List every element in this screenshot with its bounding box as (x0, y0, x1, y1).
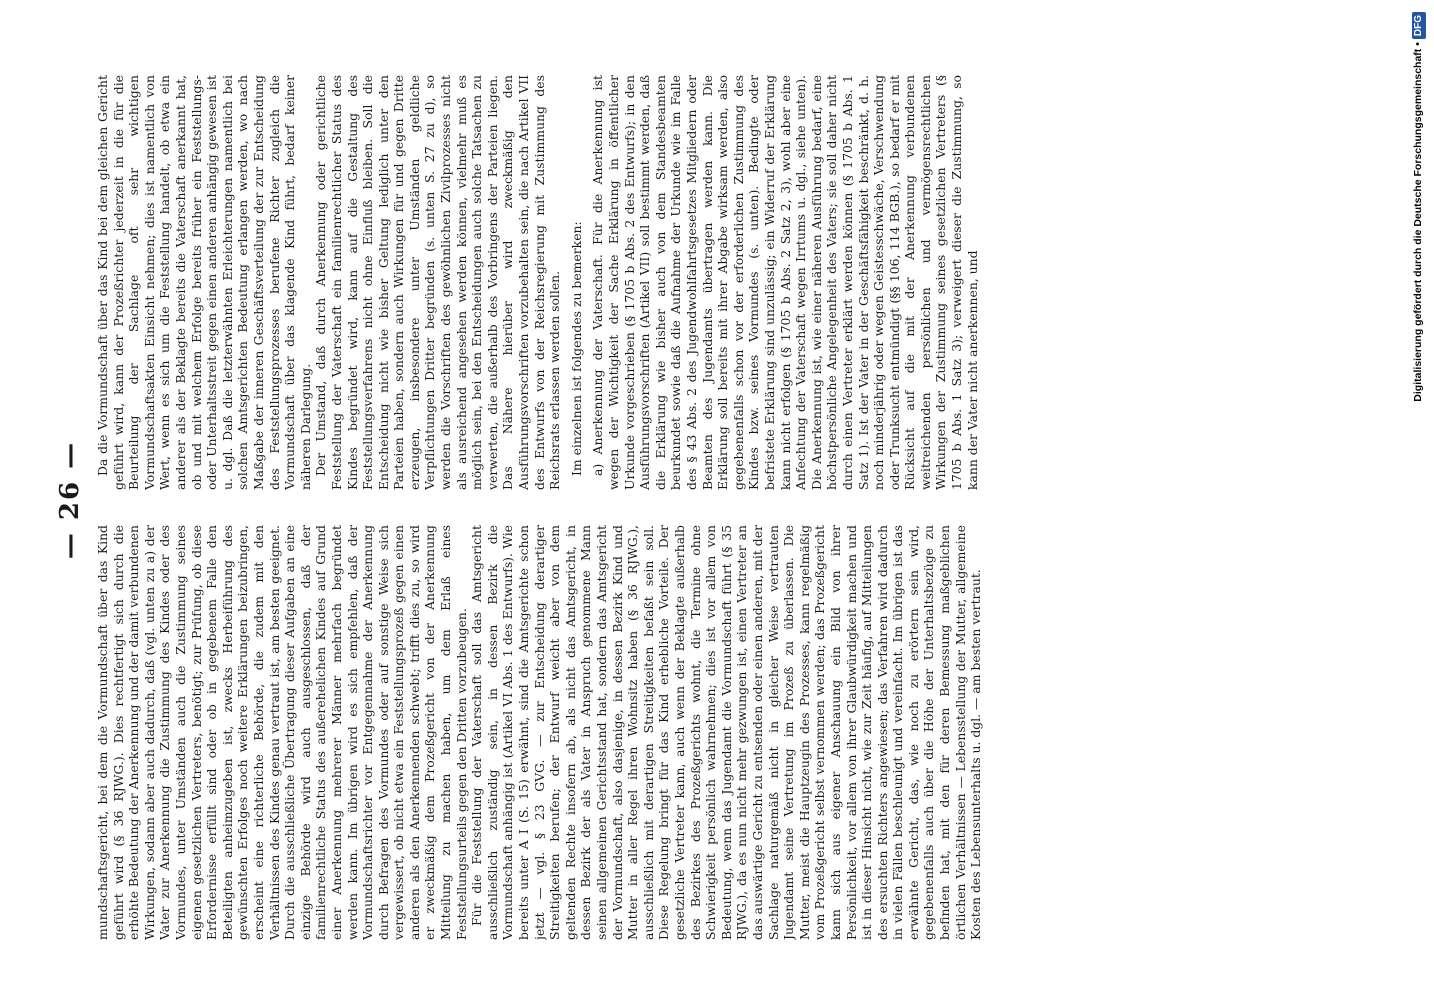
right-text-column (95, 75, 1280, 490)
right-paragraph-1: Da die Vormundschaft über das Kind bei dem gleichen Gericht geführt wird, kann der Prozeßrichter jederzeit in die für die Beurteilung der Sachlage oft sehr wichtigen Vormundschaftsakten Einsicht nehmen; dies ist namentlich von Wert, wenn es sich um die Feststellung handelt, ob etwa ein anderer als der Beklagte bereits die Vaterschaft anerkannt hat, ob und mit welchem Erfolge bereits früher ein Feststellungs- oder Unterhaltsstreit gegen einen anderen anhängig gewesen ist u. dgl. Daß die letzterwähnten Erleichterungen namentlich bei solchen Amtsgerichten Bedeutung erlangen werden, wo nach Maßgabe der inneren Geschäftsverteilung der zur Entscheidung des Feststellungsprozesses berufene Richter zugleich die Vormundschaft über das klagende Kind führt, bedarf keiner näheren Darlegung. (95, 75, 313, 490)
digitization-sidebar (1404, 0, 1432, 1000)
left-text-column (95, 525, 1280, 940)
dfg-logo: DFG (1412, 12, 1426, 39)
left-paragraph-1: mundschaftsgericht, bei dem die Vormundschaft über das Kind geführt wird (§ 36 RJWG.). Dies rechtfertigt sich durch die erhöhte Bedeutung der Anerkennung und der damit verbundenen Wirkungen, sodann aber auch dadurch, daß (vgl. unten zu a) der Vater zur Anerkennung die Zustimmung des Kindes oder des Vormundes, unter Umständen auch die Zustimmung seines eigenen gesetzlichen Vertreters, benötigt; zur Prüfung, ob diese Erfordernisse erfüllt sind oder ob in gegebenem Falle den Beteiligten anheimzugeben ist, zwecks Herbeiführung des gewünschten Erfolges noch weitere Erklärungen beizubringen, erscheint eine richterliche Behörde, die zudem mit den Verhältnissen des Kindes genau vertraut ist, am besten geeignet. Durch die ausschließliche Übertragung dieser Aufgaben an eine einzige Behörde wird auch ausgeschlossen, daß der familienrechtliche Status des außerehelichen Kindes auf Grund einer Anerkennung mehrerer Männer mehrfach begründet werden kann. Im übrigen wird es sich empfehlen, daß der Vormundschaftsrichter vor Entgegennahme der Anerkennung durch Befragen des Vormundes oder auf sonstige Weise sich vergewissert, ob nicht etwa ein Feststellungsprozeß gegen einen anderen als den Anerkennenden schwebt; trifft dies zu, so wird er zweckmäßig dem Prozeßgericht von der Anerkennung Mitteilung zu machen haben, um dem Erlaß eines Feststellungsurteils gegen den Dritten vorzubeugen. (95, 525, 469, 940)
page-number: — 26 — (55, 440, 85, 560)
sidebar-credit-text: Digitalisierung gefördert durch die Deutsche Forschungsgemeinschaft • (1412, 42, 1424, 402)
right-paragraph-3: Im einzelnen ist folgendes zu bemerken: (568, 221, 584, 476)
right-paragraph-2: Der Umstand, daß durch Anerkennung oder gerichtliche Feststellung der Vaterschaft ein familienrechtlicher Status des Kindes begründet wird, kann auf die Gestaltung des Feststellungsverfahrens nicht ohne Einfluß bleiben. Soll die Entscheidung nicht wie bisher Geltung lediglich unter den Parteien haben, sondern auch Wirkungen für und gegen Dritte erzeugen, insbesondere unter Umständen geldliche Verpflichtungen Dritter begründen (s. unten S. 27 zu d), so werden die Vorschriften des gewöhnlichen Zivilprozesses nicht als ausreichend angesehen werden können, vielmehr muß es möglich sein, bei den Entscheidungen auch solche Tatsachen zu verwerten, die außerhalb des Vorbringens der Parteien liegen. Das Nähere hierüber wird zweckmäßig den Ausführungsvorschriften vorzubehalten sein, die nach Artikel VII des Entwurfs von der Reichsregierung mit Zustimmung des Reichsrats erlassen werden sollen. (313, 75, 563, 490)
sidebar-credit (1411, 0, 1434, 1000)
right-paragraph-4: a) Anerkennung der Vaterschaft. Für die Anerkennung ist wegen der Wichtigkeit der Sache Erklärung in öffentlicher Urkunde vorgeschrieben (§ 1705 b Abs. 2 des Entwurfs); in den Ausführungsvorschriften (Artikel VII) soll bestimmt werden, daß die Erklärung wie bisher auch von dem Standesbeamten beurkundet sowie daß die Aufnahme der Urkunde wie im Falle des § 43 Abs. 2 des Jugendwohlfahrtsgesetzes Mitgliedern oder Beamten des Jugendamts übertragen werden kann. Die Erklärung soll bereits mit ihrer Abgabe wirksam werden, also gegebenenfalls schon vor der erforderlichen Zustimmung des Kindes bzw. seines Vormundes (s. unten). Bedingte oder befristete Erklärung sind unzulässig; ein Widerruf der Erklärung kann nicht erfolgen (§ 1705 b Abs. 2 Satz 2, 3), wohl aber eine Anfechtung der Vaterschaft wegen Irrtums u. dgl., siehe unten). Die Anerkennung ist, wie einer näheren Ausführung bedarf, eine höchstpersönliche Angelegenheit des Vaters; sie soll daher nicht durch einen Vertreter erklärt werden können (§ 1705 b Abs. 1 Satz 1). Ist der Vater in der Geschäftsfähigkeit beschränkt, d. h. noch minderjährig oder wegen Geistesschwäche, Verschwendung oder Trunksucht entmündigt (§§ 106, 114 BGB.), so bedarf er mit Rücksicht auf die mit der Anerkennung verbundenen weitreichenden persönlichen und vermögensrechtlichen Wirkungen der Zustimmung seines gesetzlichen Vertreters (§ 1705 b Abs. 1 Satz 3); verweigert dieser die Zustimmung, so kann der Vater nicht anerkennen, und (590, 75, 980, 490)
left-paragraph-2: Für die Feststellung der Vaterschaft soll das Amtsgericht ausschließlich zuständig sein, in dessen Bezirk die Vormundschaft anhängig ist (Artikel VI Abs. 1 des Entwurfs). Wie bereits unter A I (S. 15) erwähnt, sind die Amtsgerichte schon jetzt — vgl. § 23 GVG. — zur Entscheidung derartiger Streitigkeiten berufen; der Entwurf weicht aber von dem geltenden Rechte insofern ab, als nicht das Amtsgericht, in dessen Bezirk der als Vater in Anspruch genommene Mann seinen allgemeinen Gerichtsstand hat, sondern das Amtsgericht der Vormundschaft, also dasjenige, in dessen Bezirk Kind und Mutter in aller Regel ihren Wohnsitz haben (§ 36 RJWG.), ausschließlich mit derartigen Streitigkeiten befaßt sein soll. Diese Regelung bringt für das Kind erhebliche Vorteile. Der gesetzliche Vertreter kann, auch wenn der Beklagte außerhalb des Bezirkes des Prozeßgerichts wohnt, die Termine ohne Schwierigkeit persönlich wahrnehmen; dies ist vor allem von Bedeutung, wenn das Jugendamt die Vormundschaft führt (§ 35 RJWG.), da es nun nicht mehr gezwungen ist, einen Vertreter an das auswärtige Gericht zu entsenden oder einen anderen, mit der Sachlage naturgemäß nicht in gleicher Weise vertrauten Jugendamt seine Vertretung im Prozeß zu überlassen. Die Mutter, meist die Hauptzeugin des Prozesses, kann regelmäßig vom Prozeßgericht selbst vernommen werden; das Prozeßgericht kann sich aus eigener Anschauung ein Bild von ihrer Persönlichkeit, vor allem von ihrer Glaubwürdigkeit machen und ist in dieser Hinsicht nicht, wie zur Zeit häufig, auf Mitteilungen des ersuchten Richters angewiesen; das Verfahren wird dadurch in vielen Fällen beschleunigt und vereinfacht. Im übrigen ist das erwähnte Gericht, das, wie noch zu erörtern sein wird, gegebenenfalls auch über die Höhe der Unterhaltsbezüge zu befinden hat, mit den für deren Bemessung maßgeblichen örtlichen Verhältnissen — Lebensstellung der Mutter, allgemeine Kosten des Lebensunterhalts u. dgl. — am besten vertraut. (469, 525, 984, 940)
